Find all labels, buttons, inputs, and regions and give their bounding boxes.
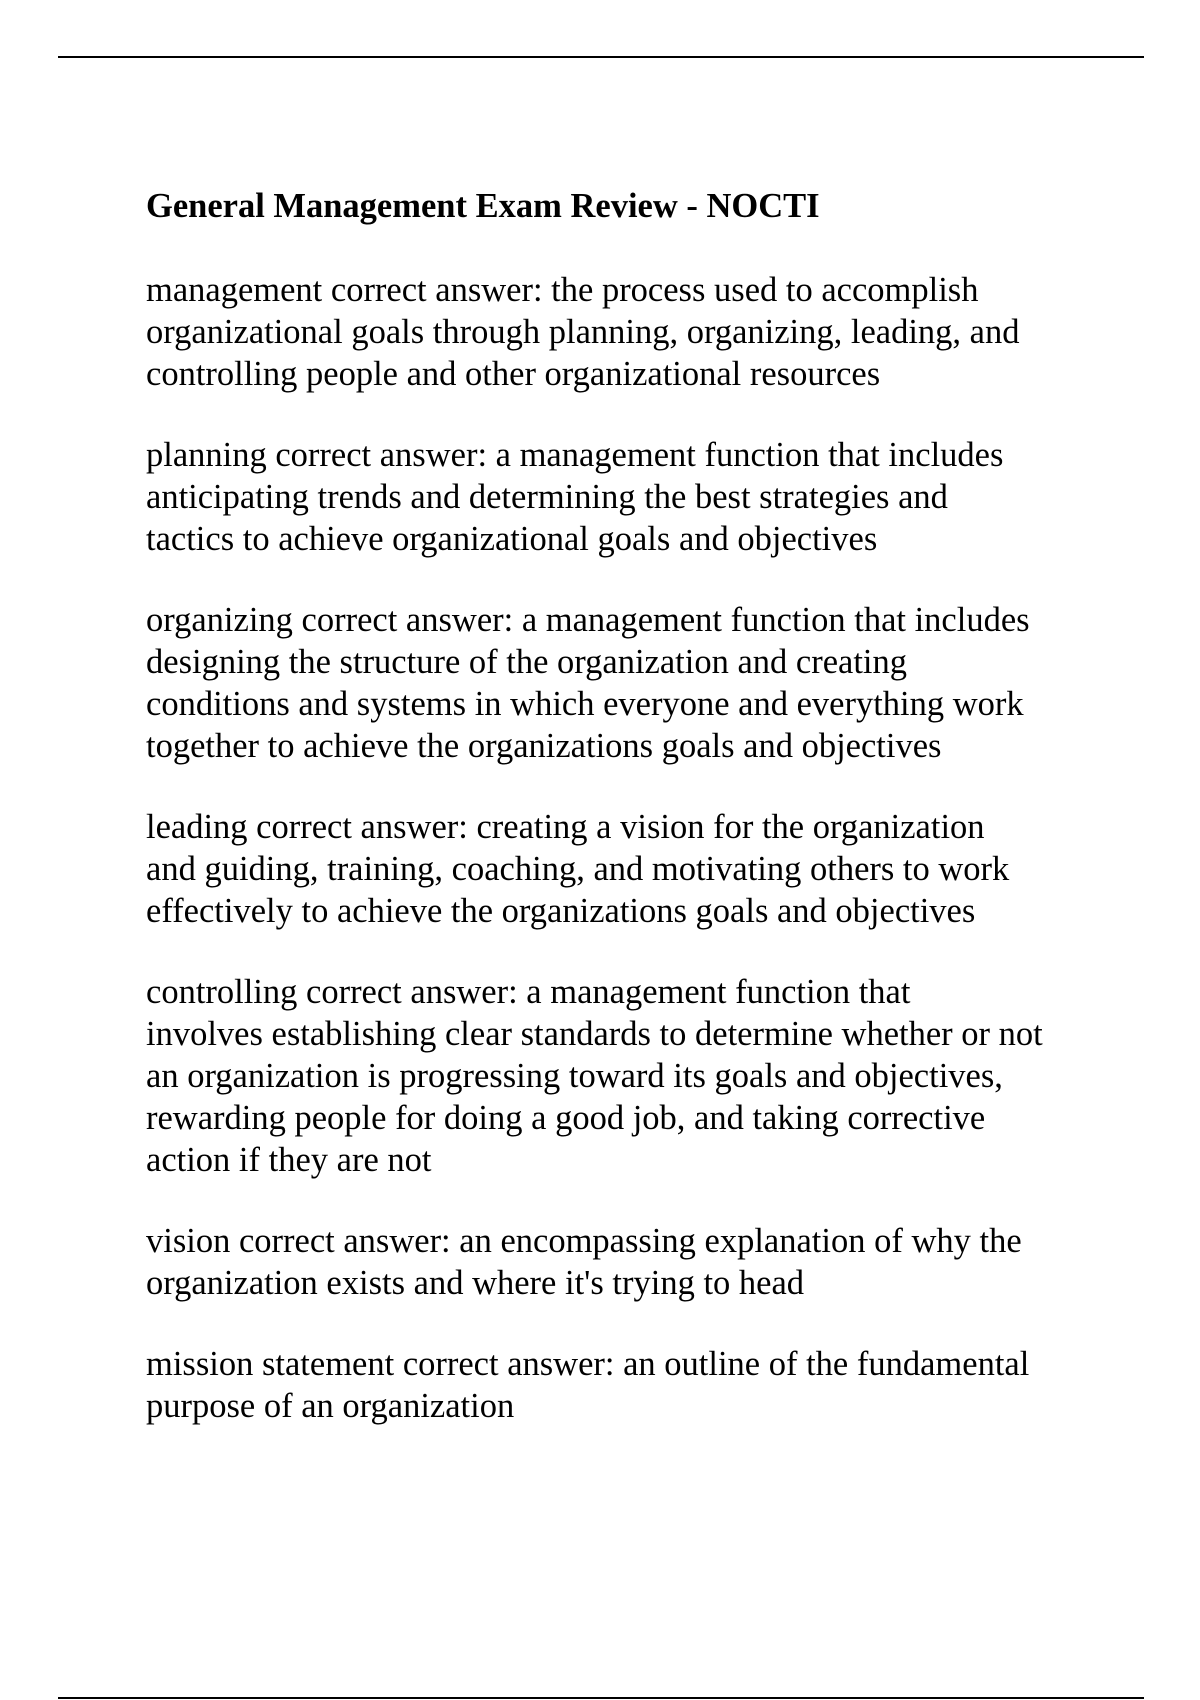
entry-line: together to achieve the organizations goals and objectives — [146, 727, 942, 765]
entry-line: mission statement correct answer: an outline of the fundamental — [146, 1345, 1030, 1383]
entry-line: designing the structure of the organization and creating — [146, 643, 907, 681]
entry-line: rewarding people for doing a good job, and taking corrective — [146, 1099, 986, 1137]
document-body — [146, 186, 1146, 1466]
entry-vision — [146, 1220, 1146, 1304]
entry-line: planning correct answer: a management function that includes — [146, 436, 1004, 474]
entry-line: an organization is progressing toward its goals and objectives, — [146, 1057, 1003, 1095]
document-title: General Management Exam Review - NOCTI — [146, 187, 820, 225]
entry-leading — [146, 806, 1146, 932]
entry-line: and guiding, training, coaching, and motivating others to work — [146, 850, 1010, 888]
entry-line: organizing correct answer: a management function that includes — [146, 601, 1030, 639]
entry-line: action if they are not — [146, 1141, 432, 1179]
entry-mission-statement — [146, 1343, 1146, 1427]
entry-line: leading correct answer: creating a vision for the organization — [146, 808, 985, 846]
footer-rule — [58, 1697, 1144, 1699]
entry-line: controlling people and other organizational resources — [146, 355, 881, 393]
entry-line: purpose of an organization — [146, 1387, 515, 1425]
entry-line: controlling correct answer: a management function that — [146, 973, 911, 1011]
entry-line: organization exists and where it's trying to head — [146, 1264, 805, 1302]
entry-line: management correct answer: the process used to accomplish — [146, 271, 979, 309]
entry-line: organizational goals through planning, organizing, leading, and — [146, 313, 1020, 351]
entry-line: vision correct answer: an encompassing explanation of why the — [146, 1222, 1022, 1260]
entry-line: anticipating trends and determining the best strategies and — [146, 478, 948, 516]
entry-management — [146, 269, 1146, 395]
entry-line: tactics to achieve organizational goals and objectives — [146, 520, 878, 558]
entry-line: involves establishing clear standards to determine whether or not — [146, 1015, 1043, 1053]
entry-planning — [146, 434, 1146, 560]
entry-controlling — [146, 971, 1146, 1181]
entry-line: conditions and systems in which everyone and everything work — [146, 685, 1024, 723]
entry-organizing — [146, 599, 1146, 767]
header-rule — [58, 56, 1144, 58]
entry-line: effectively to achieve the organizations goals and objectives — [146, 892, 976, 930]
